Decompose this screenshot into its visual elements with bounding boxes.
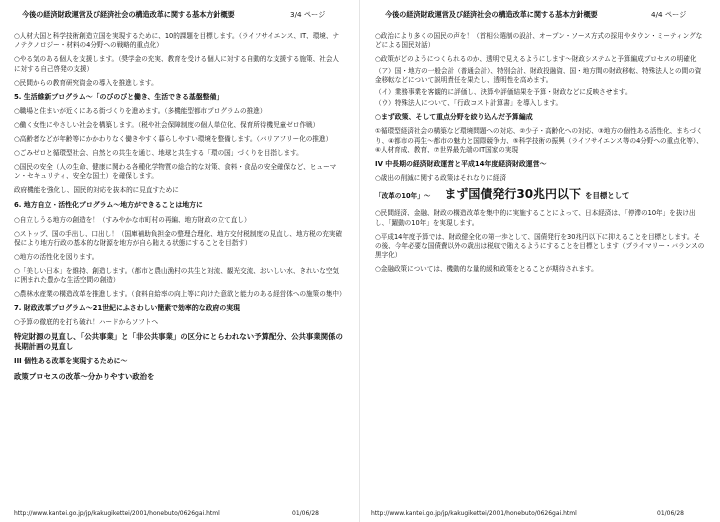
section-heading: 6. 地方自立・活性化プログラム～地方ができることは地方に [14,201,203,210]
paragraph: ○人材大国と科学技術創造立国を実現するために、10的課題を目標します。（ライフサイエンス、IT、環境、ナノテクノロジー・材料の4分野への戦略的重点化） [14,32,340,50]
paragraph: （イ）業務事業を客観的に評価し、決算や評価結果を予算・財政などに反映させます。 [375,87,632,96]
target-headline-tail: を目標として [585,190,630,200]
page-body [375,32,705,279]
paragraph: ○自立しうる地方の創造を！（すみやかな市町村の再編、地方財政の立て直し） [14,215,251,224]
paragraph: ○農林水産業の構造改革を推進します。（食料自給率の向上等に向けた意欲と能力のある経営体への施策の集中） [14,290,346,299]
paragraph: ○やる気のある個人を支援します。（奨学金の充実、教育を受ける個人に対する自動的な支援する施策、社会人に対する自己啓発の支援） [14,55,340,73]
paragraph: ○民間からの教育研究資金の導入を推進します。 [14,78,158,87]
paragraph: ○高齢者などが年齢等にかかわりなく働きやすく暮らしやすい環境を整備します。（バリアフリー化の推進） [14,134,333,143]
paragraph: ○政策がどのようにつくられるのか、透明で見えるようにします～財政システムと予算編成プロセスの明確化 [375,55,697,64]
target-headline [375,186,705,201]
right-page [361,0,720,522]
paragraph: ○政治により多くの国民の声を！（首相公選制の設計、オープン・ソース方式の採用やタウン・ミーティングなどによる国民対話） [375,32,703,50]
footer-date: 01/06/28 [657,510,684,517]
footer-date: 01/06/28 [292,510,319,517]
paragraph: ○金融政策については、機動的な量的緩和政策をとることが期待されます。 [375,265,598,274]
target-headline-lead: 「改革の10年」～ [375,191,431,200]
paragraph: ○歳出の削減に関する政策はそれなりに経済 [375,174,507,183]
paragraph: 特定財源の見直し、「公共事業」と「非公共事業」の区分にとらわれない予算配分、公共事業関係の長期計画の見直し [14,332,343,351]
page-body [14,32,344,387]
footer-url[interactable]: http://www.kantei.go.jp/jp/kakugikettei/2001/honebuto/0626gai.html [14,510,220,517]
paragraph: ○職場と住まいが近くにある街づくりを進めます。（多機能型都市プログラムの推進） [14,106,267,115]
paragraph: ○働く女性にやさしい社会を構築します。（税や社会保障制度の個人単位化、保育所待機児童ゼロ作戦） [14,120,320,129]
footer-url[interactable]: http://www.kantei.go.jp/jp/kakugikettei/2001/honebuto/0626gai.html [371,510,577,517]
target-headline-main: まず国債発行30兆円以下 [444,186,582,201]
paragraph: ○予算の徹底的を打ち破れ！ハードからソフトへ [14,318,159,327]
paragraph: ○平成14年度予算では、財政健全化の第一歩として、国債発行を30兆円以下に抑えることを目標とします。その後、今年必要な国債費以外の歳出は税収で賄えるようにすることを目標とします（プライマリー・バランスの黒字化） [375,232,705,260]
paragraph: ○ストップ、国の手出し、口出し！（国庫補助負担金の整理合理化、地方交付税制度の見直し、地方税の充実確保により地方行政の基本的な財源を地方が自ら賄える状態にすることを目指す） [14,229,343,247]
paragraph: ○地方の活性化を図ります。 [14,252,99,261]
section-heading: IV 中長期の経済財政運営と平成14年度経済財政運営～ [375,159,547,168]
paragraph: 政府機能を強化し、国民的対応を抜本的に見直すために [14,185,179,194]
section-heading: III 個性ある改革を実現するために～ [14,357,128,366]
paragraph: ○民間経済、金融、財政の構造改革を集中的に実施することによって、日本経済は、「停滞の10年」を抜け出し、「躍動の10年」を実現します。 [375,209,696,227]
page-header-title: 今後の経済財政運営及び経済社会の構造改革に関する基本方針概要 [385,10,598,19]
paragraph: （ウ）特殊法人について、「行政コスト計算書」を導入します。 [375,98,563,107]
paragraph: ○ごみゼロと循環型社会、自然との共生を通じ、地球と共生する「環の国」づくりを目指します。 [14,148,303,157]
section-heading: ○まず政策、そして重点分野を絞り込んだ予算編成 [375,112,533,121]
page-number: 4/4 ページ [651,10,687,19]
paragraph: ○「美しい日本」を維持、創造します。（都市と農山漁村の共生と対流、観光交流、おいしい水、きれいな空気に囲まれた豊かな生活空間の創造） [14,266,340,285]
section-heading: 7. 財政改革プログラム～21世紀にふさわしい簡素で効率的な政府の実現 [14,304,241,313]
paragraph: （ア）国・地方の一般会計（普通会計）、特別会計、財政投融資、国・地方間の財政移転、特殊法人との間の資金移転などについて説明責任を果たし、透明性を高めます。 [375,66,702,85]
page-header-title: 今後の経済財政運営及び経済社会の構造改革に関する基本方針概要 [22,10,235,19]
section-heading: 5. 生活維新プログラム～「のびのびと働き、生活できる基盤整備」 [14,92,224,101]
paragraph: ○国民の安全（人の生命、健康に関わる各種化学物質の総合的な対策、食料・食品の安全確保など、ヒューマン・セキュリティ、安全な国土）を確保します。 [14,162,337,180]
section-heading: 政策プロセスの改革～分かりやすい政治を [14,371,155,381]
page-number: 3/4 ページ [290,10,326,19]
paragraph: ①循環型経済社会の構築など環境問題への対応、②少子・高齢化への対応、③地方の個性ある活性化、まちづくり、④都市の再生～都市の魅力と国際競争力、⑤科学技術の振興（ライフサイエンス等の4分野への重点化等）、⑥人材育成、教育、⑦世界最先端のIT国家の実現 [375,127,703,155]
page-divider [359,0,360,522]
